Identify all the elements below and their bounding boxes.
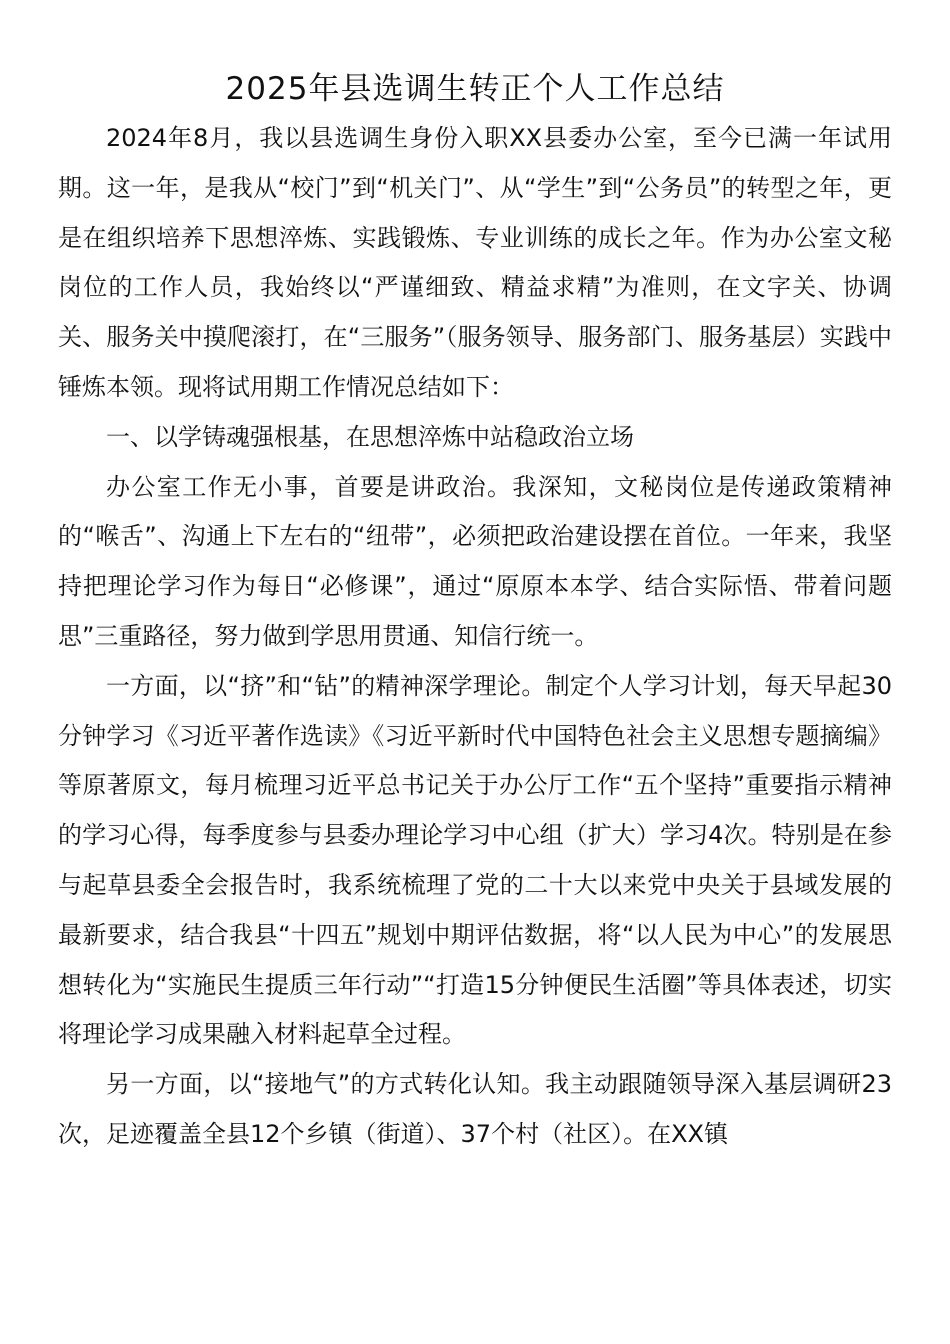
body-paragraph: 另一方面，以“接地气”的方式转化认知。我主动跟随领导深入基层调研23次，足迹覆盖全县12个乡镇（街道）、37个村（社区）。在XX镇 xyxy=(58,1070,892,1148)
intro-paragraph: 2024年8月，我以县选调生身份入职XX县委办公室，至今已满一年试用期。这一年，是我从“校门”到“机关门”、从“学生”到“公务员”的转型之年，更是在组织培养下思想淬炼、实践锻炼、专业训练的成长之年。作为办公室文秘岗位的工作人员，我始终以“严谨细致、精益求精”为准则，在文字关、协调关、服务关中摸爬滚打，在“三服务”（服务领导、服务部门、服务基层）实践中锤炼本领。现将试用期工作情况总结如下： xyxy=(58,124,892,401)
body-paragraph: 一方面，以“挤”和“钻”的精神深学理论。制定个人学习计划，每天早起30分钟学习《习近平著作选读》《习近平新时代中国特色社会主义思想专题摘编》等原著原文，每月梳理习近平总书记关于办公厅工作“五个坚持”重要指示精神的学习心得，每季度参与县委办理论学习中心组（扩大）学习4次。特别是在参与起草县委全会报告时，我系统梳理了党的二十大以来党中央关于县域发展的最新要求，结合我县“十四五”规划中期评估数据，将“以人民为中心”的发展思想转化为“实施民生提质三年行动”“打造15分钟便民生活圈”等具体表述，切实将理论学习成果融入材料起草全过程。 xyxy=(58,671,892,1049)
section-heading: 一、以学铸魂强根基，在思想淬炼中站稳政治立场 xyxy=(106,422,634,451)
body-paragraph: 办公室工作无小事，首要是讲政治。我深知，文秘岗位是传递政策精神的“喉舌”、沟通上下左右的“纽带”，必须把政治建设摆在首位。一年来，我坚持把理论学习作为每日“必修课”，通过“原原本本学、结合实际悟、带着问题思”三重路径，努力做到学思用贯通、知信行统一。 xyxy=(58,472,892,650)
document-title: 2025年县选调生转正个人工作总结 xyxy=(225,71,725,107)
document-page xyxy=(58,64,892,1160)
